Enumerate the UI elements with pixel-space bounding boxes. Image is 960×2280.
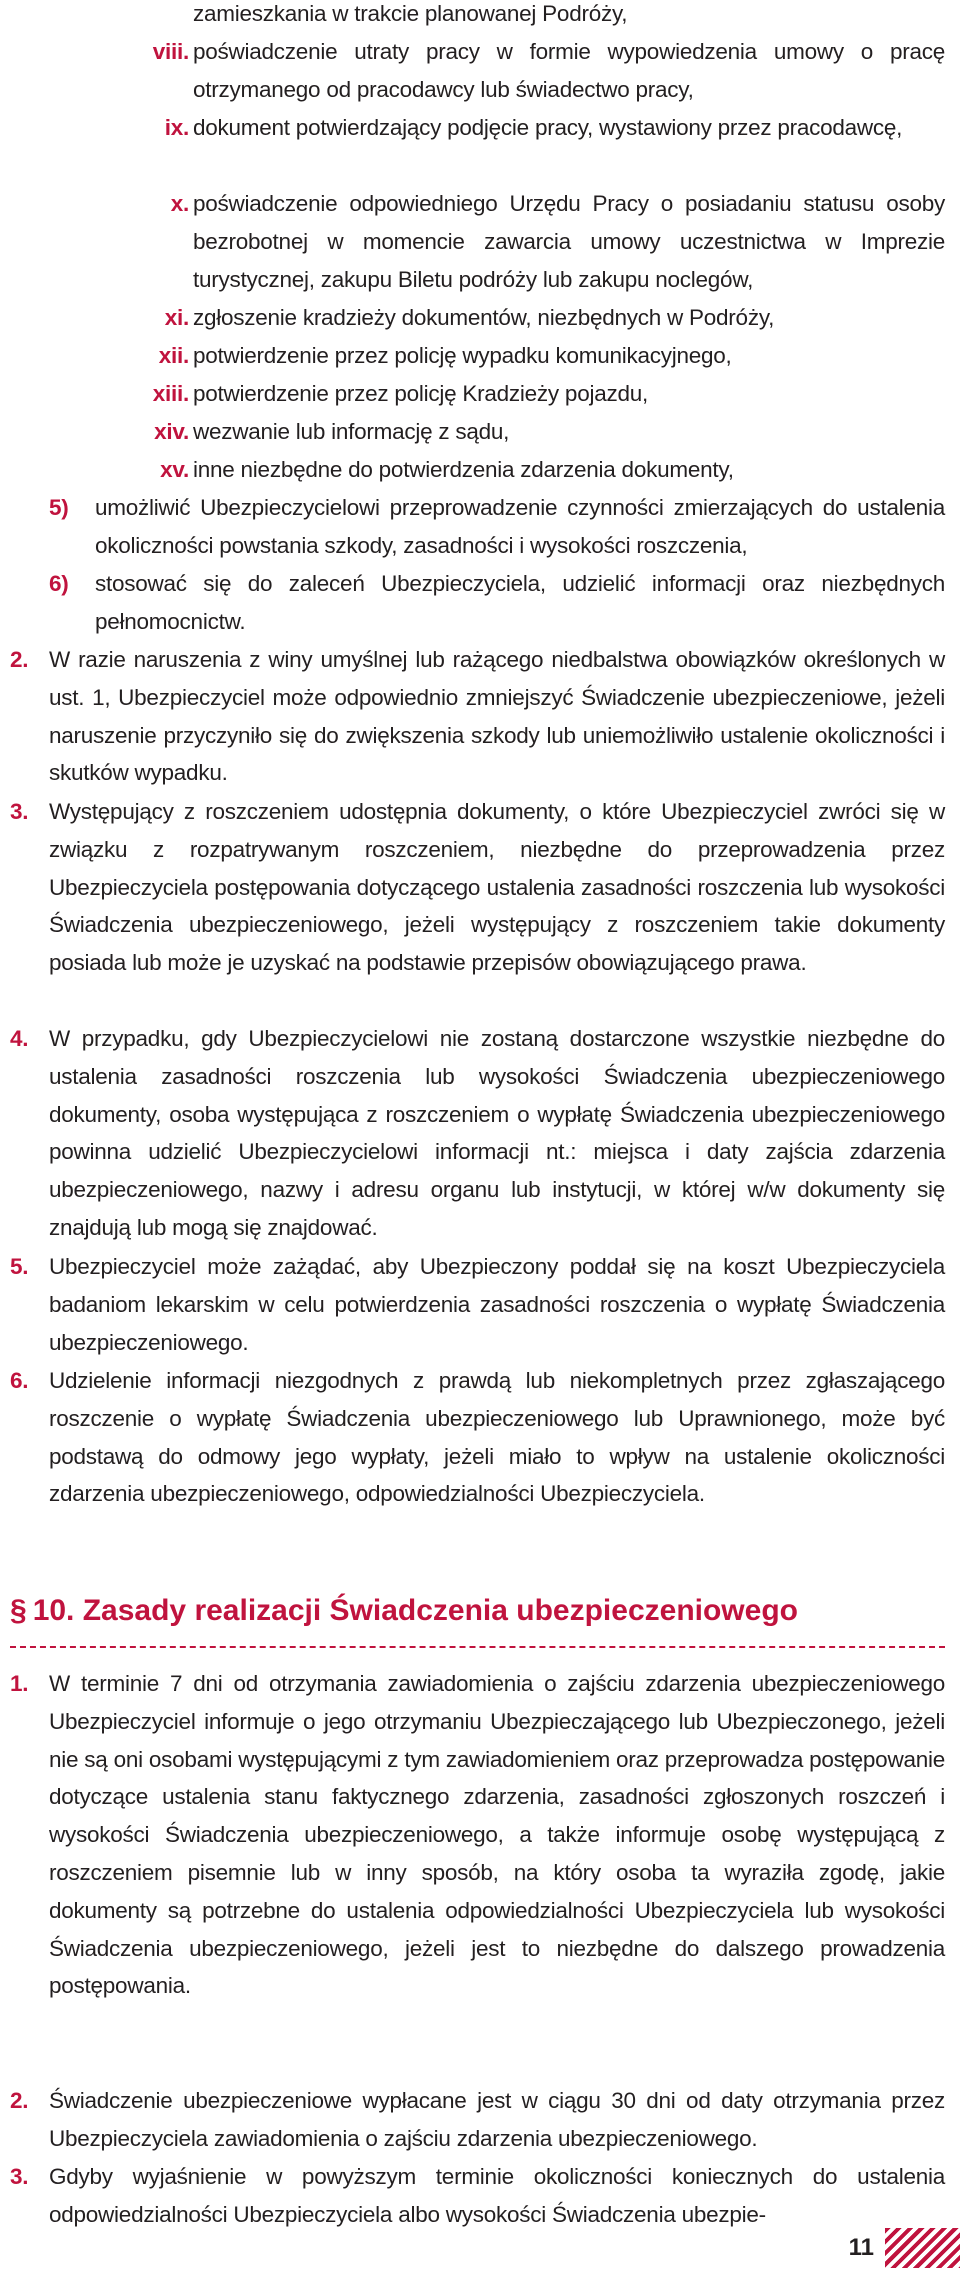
list-item (129, 33, 945, 109)
item-text: W przypadku, gdy Ubezpieczycielowi nie zostaną dostarczone wszystkie niezbędne do ustalenia zasadności roszczenia lub wysokości Świadczenia ubezpieczeniowego dokumenty, osoba występująca z roszczeniem o wypłatę Świadczenia ubezpieczeniowego powinna udzielić Ubezpieczycielowi informacji nt.: miejsca i daty zajścia zdarzenia ubezpieczeniowego, nazwy i adresu organu lub instytucji, w której w/w dokumenty się znajdują lub mogą się znajdować. (49, 1026, 945, 1240)
item-text: potwierdzenie przez policję Kradzieży pojazdu, (193, 381, 649, 406)
item-number: 2. (10, 2088, 29, 2113)
item-number: 4. (10, 1026, 29, 1051)
item-number: 3. (10, 2164, 29, 2189)
item-text: W razie naruszenia z winy umyślnej lub rażącego niedbalstwa obowiązków określonych w ust. 1, Ubezpieczyciel może odpowiednio zmniejszyć Świadczenie ubezpieczeniowe, jeżeli naruszenie przyczyniło się do zwiększenia szkody lub uniemożliwiło ustalenie okoliczności i skutków wypadku. (49, 647, 945, 786)
item-number: xv. (160, 457, 189, 482)
item-text: dokument potwierdzający podjęcie pracy, wystawiony przez pracodawcę, (193, 115, 903, 140)
list-item (129, 413, 945, 451)
item-number: x. (170, 191, 189, 216)
item-number: xiii. (152, 381, 189, 406)
item-text: Udzielenie informacji niezgodnych z prawdą lub niekompletnych przez zgłaszającego roszczenie o wypłatę Świadczenia ubezpieczeniowego lub Uprawnionego, może być podstawą do odmowy jego wypłaty, jeżeli miało to wpływ na ustalenie okoliczności zdarzenia ubezpieczeniowego, odpowiedzialności Ubezpieczyciela. (49, 1368, 945, 1507)
item-number: xiv. (154, 419, 189, 444)
section-title: 10. Zasady realizacji Świadczenia ubezpieczeniowego (32, 1594, 798, 1627)
item-text: poświadczenie odpowiedniego Urzędu Pracy o posiadaniu statusu osoby bezrobotnej w momencie zawarcia umowy uczestnictwa w Imprezie turystycznej, zakupu Biletu podróży lub zakupu noclegów, (193, 191, 945, 292)
item-text: Gdyby wyjaśnienie w powyższym terminie okoliczności koniecznych do ustalenia odpowiedzialności Ubezpieczyciela albo wysokości Świadczenia ubezpie- (49, 2164, 945, 2227)
item-number: 6) (49, 571, 69, 596)
item-text: zgłoszenie kradzieży dokumentów, niezbędnych w Podróży, (193, 305, 775, 330)
item-text: wezwanie lub informację z sądu, (193, 419, 510, 444)
list-item (129, 185, 945, 298)
list-item (129, 0, 945, 33)
paragraph-item (0, 1362, 945, 1513)
paragraph-item (0, 793, 945, 982)
item-text: Występujący z roszczeniem udostępnia dokumenty, o które Ubezpieczyciel zwróci się w związku z rozpatrywanym roszczeniem, niezbędne do przeprowadzenia przez Ubezpieczyciela postępowania dotyczącego ustalenia zasadności roszczenia lub wysokości Świadczenia ubezpieczeniowego, jeżeli występujący z roszczeniem takie dokumenty posiada lub może je uzyskać na podstawie przepisów obowiązującego prawa. (49, 799, 945, 976)
item-number: 6. (10, 1368, 29, 1393)
paragraph-item (0, 1665, 945, 2005)
section-heading (10, 1588, 945, 1648)
item-number: 2. (10, 647, 29, 672)
list-item (129, 375, 945, 413)
item-text: inne niezbędne do potwierdzenia zdarzenia dokumenty, (193, 457, 734, 482)
item-number: xi. (164, 305, 189, 330)
item-text: zamieszkania w trakcie planowanej Podróży, (193, 1, 628, 26)
item-text: umożliwić Ubezpieczycielowi przeprowadzenie czynności zmierzających do ustalenia okoliczności powstania szkody, zasadności i wysokości roszczenia, (95, 495, 945, 558)
list-item (129, 337, 945, 375)
list-item (129, 109, 945, 147)
item-number: 5) (49, 495, 69, 520)
paragraph-item (0, 1020, 945, 1247)
paragraph-item (0, 2082, 945, 2158)
item-text: poświadczenie utraty pracy w formie wypowiedzenia umowy o pracę otrzymanego od pracodawcy lub świadectwo pracy, (193, 39, 945, 102)
item-number: 5. (10, 1254, 29, 1279)
item-text: Ubezpieczyciel może zażądać, aby Ubezpieczony poddał się na koszt Ubezpieczyciela badaniom lekarskim w celu potwierdzenia zasadności roszczenia o wypłatę Świadczenia ubezpieczeniowego. (49, 1254, 945, 1355)
list-item (129, 451, 945, 489)
item-number: 3. (10, 799, 29, 824)
corner-stripes (885, 2228, 960, 2268)
paragraph-item (0, 641, 945, 792)
item-number: 1. (10, 1671, 29, 1696)
paragraph-item (0, 1248, 945, 1361)
paragraph-item (0, 2158, 945, 2234)
item-number: ix. (164, 115, 189, 140)
list-item (49, 565, 945, 641)
item-text: W terminie 7 dni od otrzymania zawiadomienia o zajściu zdarzenia ubezpieczeniowego Ubezpieczyciel informuje o jego otrzymaniu Ubezpieczającego lub Ubezpieczonego, jeżeli nie są oni osobami występującymi z tym zawiadomieniem oraz przeprowadza postępowanie dotyczące ustalenia stanu faktycznego zdarzenia, zasadności zgłoszonych roszczeń i wysokości Świadczenia ubezpieczeniowego, a także informuje osobę występującą z roszczeniem pisemnie lub w inny sposób, na który osoba ta wyraziła zgodę, jakie dokumenty są potrzebne do ustalenia odpowiedzialności Ubezpieczyciela lub wysokości Świadczenia ubezpieczeniowego, jeżeli jest to niezbędne do dalszego prowadzenia postępowania. (49, 1671, 945, 1999)
list-item (129, 299, 945, 337)
item-text: stosować się do zaleceń Ubezpieczyciela, udzielić informacji oraz niezbędnych pełnomocnictw. (95, 571, 945, 634)
section-sign: § (10, 1594, 27, 1627)
item-text: potwierdzenie przez policję wypadku komunikacyjnego, (193, 343, 732, 368)
item-text: Świadczenie ubezpieczeniowe wypłacane jest w ciągu 30 dni od daty otrzymania przez Ubezpieczyciela zawiadomienia o zajściu zdarzenia ubezpieczeniowego. (49, 2088, 945, 2151)
item-number: xii. (158, 343, 189, 368)
item-number: viii. (152, 39, 189, 64)
list-item (49, 489, 945, 565)
page-number: 11 (848, 2234, 874, 2261)
